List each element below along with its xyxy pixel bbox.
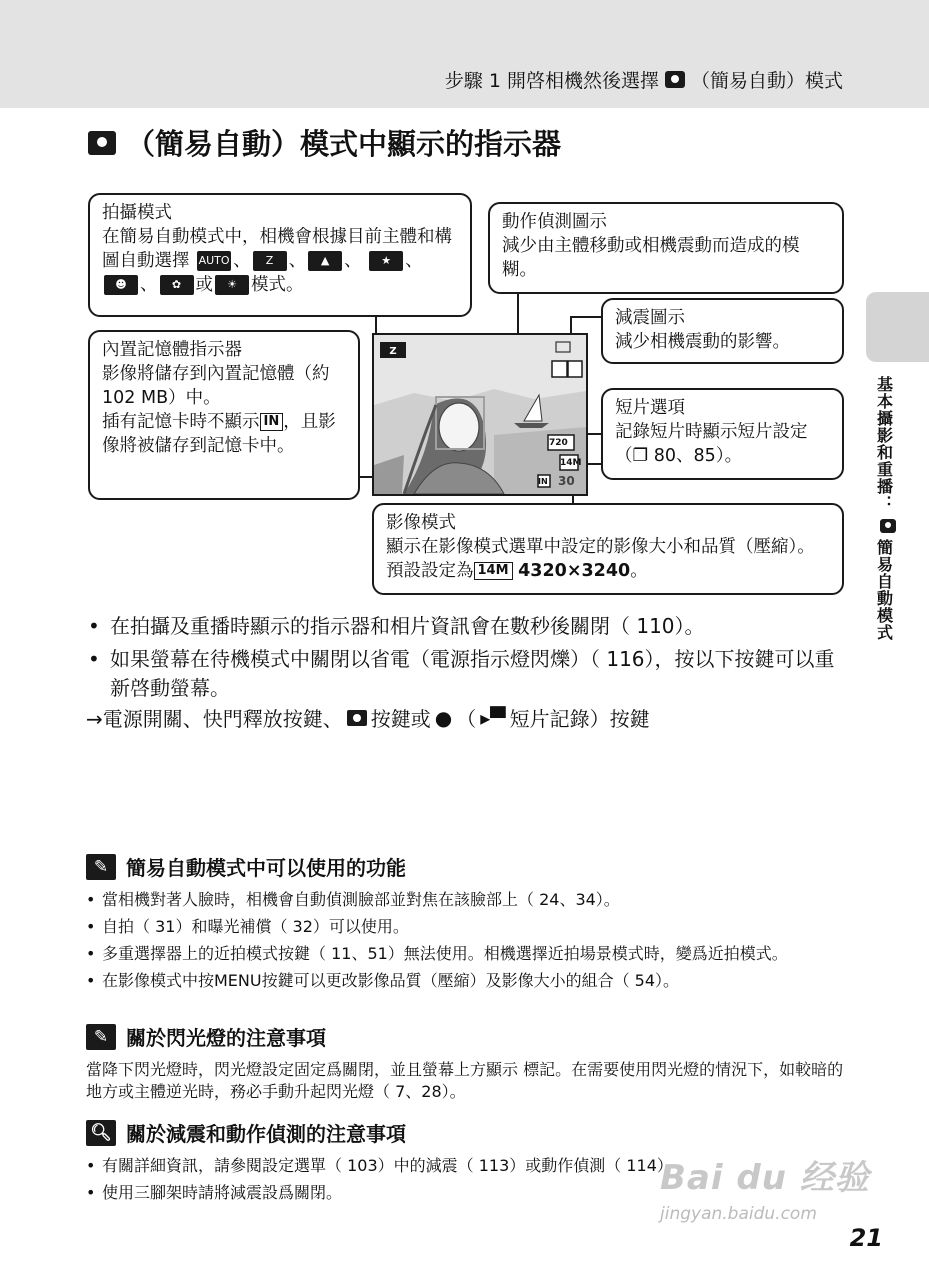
shooting-mode-button-icon <box>347 710 367 726</box>
landscape-icon: ▲ <box>308 251 342 271</box>
callout-text: 插有記憶卡時不顯示 <box>102 412 260 432</box>
list-item: • 有關詳細資訊，請參閱設定選單（ 103）中的減震（ 113）或動作偵測（ 114）。 <box>86 1155 846 1177</box>
callout-title: 短片選項 <box>615 398 685 418</box>
callout-vr <box>601 298 844 364</box>
baidu-watermark <box>660 1160 870 1240</box>
movie-record-icon: ▸▀ <box>480 705 506 730</box>
callout-text: 影像將儲存到內置記憶體（約102 MB）中。 <box>102 364 330 408</box>
arrow-line-text: 短片記錄）按鍵 <box>509 707 650 731</box>
closeup-icon: ✿ <box>160 275 194 295</box>
list-item: • 使用三腳架時請將減震設爲關閉。 <box>86 1182 846 1204</box>
arrow-line-text: 按鍵或 <box>370 707 431 731</box>
note-title: 關於減震和動作偵測的注意事項 <box>126 1122 406 1146</box>
record-button-icon: ● <box>434 705 453 730</box>
callout-text: 顯示在影像模式選單中設定的影像大小和品質（壓縮）。預設設定為 <box>386 537 815 581</box>
internal-memory-icon: IN <box>260 413 284 431</box>
note-heading <box>86 1118 846 1147</box>
pencil-note-icon: ✎ <box>86 854 116 880</box>
camera-monitor-illustration <box>372 333 588 496</box>
magnifier-note-icon: 🔍︎ <box>86 1120 116 1146</box>
main-bullet-list <box>86 612 846 707</box>
callout-title: 內置記憶體指示器 <box>102 340 242 360</box>
arrow-line-text: →電源開關、快門釋放按鍵、 <box>86 707 343 731</box>
side-tab-label <box>868 376 896 641</box>
header-text-prefix: 步驟 1 開啓相機然後選擇 <box>444 70 659 92</box>
callout-title: 動作偵測圖示 <box>502 212 607 232</box>
note-heading <box>86 1022 846 1051</box>
exposure-count: 30 <box>558 474 575 488</box>
separator: 、 <box>344 251 362 271</box>
callout-title: 拍攝模式 <box>102 203 172 223</box>
camera-scene-illustration <box>374 335 586 494</box>
separator: 、 <box>233 251 251 271</box>
callout-text: ，且影像將被儲存到記憶卡中。 <box>102 412 336 456</box>
arrow-line-text: （ <box>456 707 477 731</box>
callout-text-end: 。 <box>630 561 648 581</box>
page-number: 21 <box>849 1224 883 1252</box>
note-title: 關於閃光燈的注意事項 <box>126 1026 326 1050</box>
callout-title: 影像模式 <box>386 513 456 533</box>
auto-scene-icon: AUTO <box>197 251 231 271</box>
pencil-note-icon: ✎ <box>86 1024 116 1050</box>
header-text-suffix: （簡易自動）模式 <box>690 70 843 92</box>
list-item: • 在拍攝及重播時顯示的指示器和相片資訊會在數秒後關閉（ 110）。 <box>86 612 846 641</box>
callout-text-end: 模式。 <box>251 275 304 295</box>
svg-text:Z: Z <box>389 346 397 357</box>
callout-text: 減少由主體移動或相機震動而造成的模糊。 <box>502 236 800 280</box>
list-item: • 當相機對著人臉時，相機會自動偵測臉部並對焦在該臉部上（ 24、34）。 <box>86 889 846 911</box>
callout-movie-options <box>601 388 844 480</box>
separator: 、 <box>140 275 158 295</box>
callout-text: 記錄短片時顯示短片設定（ <box>615 422 808 466</box>
image-size-14m-icon: 14M <box>474 562 513 580</box>
note-easy-auto-functions <box>86 852 846 997</box>
callout-shooting-mode <box>88 193 472 317</box>
image-size-badge: 14M <box>560 458 582 468</box>
callout-motion-detection <box>488 202 844 294</box>
easy-auto-mode-icon <box>665 71 685 88</box>
running-header <box>445 66 843 93</box>
side-tab-label-prefix: 基本攝影和重播： <box>874 376 894 512</box>
note-paragraph: 當降下閃光燈時，閃光燈設定固定爲關閉，並且螢幕上方顯示 標記。在需要使用閃光燈的情況下，如較暗的地方或主體逆光時，務必手動升起閃光燈（ 7、28）。 <box>86 1060 844 1101</box>
callout-image-mode <box>372 503 844 595</box>
side-tab <box>866 292 929 362</box>
separator: 、 <box>288 251 307 271</box>
page-title <box>88 122 561 163</box>
separator: 或 <box>195 275 213 295</box>
callout-title: 減震圖示 <box>615 308 685 328</box>
separator: 、 <box>405 251 423 271</box>
wake-button-list <box>86 703 650 732</box>
watermark-url: jingyan.baidu.com <box>660 1204 817 1224</box>
watermark-brand: Bai du 经验 <box>660 1158 870 1198</box>
list-item: • 在影像模式中按MENU按鍵可以更改影像品質（壓縮）及影像大小的組合（ 54）。 <box>86 970 846 992</box>
backlight-icon: ☀ <box>215 275 249 295</box>
book-ref-icon: ❐ <box>632 446 649 466</box>
list-item: • 多重選擇器上的近拍模式按鍵（ 11、51）無法使用。相機選擇近拍場景模式時，變爲近拍模式。 <box>86 943 846 965</box>
list-item: • 自拍（ 31）和曝光補償（ 32）可以使用。 <box>86 916 846 938</box>
movie-option-badge: 720 <box>549 438 568 448</box>
easy-auto-mode-icon <box>88 131 116 155</box>
callout-text: 減少相機震動的影響。 <box>615 332 790 352</box>
note-heading <box>86 852 846 881</box>
internal-memory-badge: IN <box>538 477 548 486</box>
default-image-size: 4320×3240 <box>518 561 631 581</box>
list-item: • 如果螢幕在待機模式中關閉以省電（電源指示燈閃爍）（ 116），按以下按鍵可以重新啓動螢幕。 <box>86 645 846 703</box>
side-tab-label-suffix: 簡易自動模式 <box>874 539 894 642</box>
callout-text: 在簡易自動模式中，相機會根據目前主體和構圖自動選擇 <box>102 227 452 271</box>
night-portrait-icon: Z <box>253 251 287 271</box>
note-list <box>86 889 846 992</box>
leader-line <box>570 316 602 318</box>
callout-internal-memory <box>88 330 360 500</box>
portrait-icon: ☻ <box>104 275 138 295</box>
callout-ref: 80、85）。 <box>653 446 743 466</box>
note-title: 簡易自動模式中可以使用的功能 <box>126 856 406 880</box>
night-landscape-icon: ★ <box>369 251 403 271</box>
page-title-text: （簡易自動）模式中顯示的指示器 <box>126 127 562 161</box>
easy-auto-mode-icon <box>880 519 896 533</box>
note-flash <box>86 1022 846 1103</box>
